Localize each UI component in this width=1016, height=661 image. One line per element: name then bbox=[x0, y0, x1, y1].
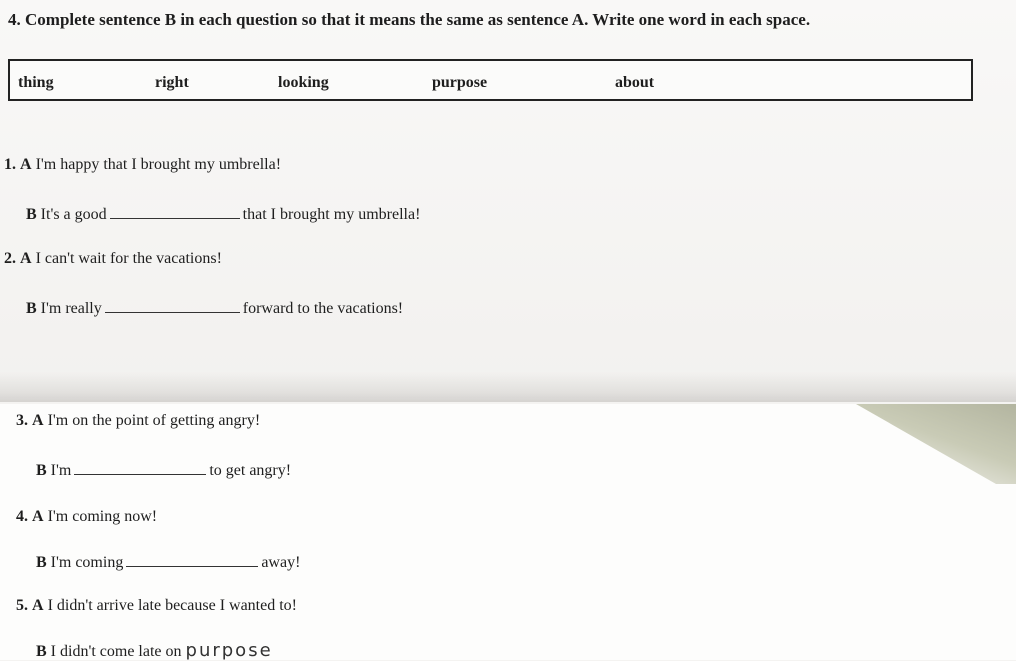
question-1-sentence-a: 1. A I'm happy that I brought my umbrella! bbox=[4, 156, 282, 173]
question-4-sentence-a: 4. A I'm coming now! bbox=[16, 508, 158, 525]
question-5-sentence-a: 5. A I didn't arrive late because I wanted to! bbox=[16, 597, 297, 614]
question-5-sentence-b: B I didn't come late on purpose bbox=[36, 640, 273, 661]
handwritten-answer: purpose bbox=[185, 640, 273, 661]
word-bank bbox=[8, 59, 973, 101]
question-3-sentence-a: 3. A I'm on the point of getting angry! bbox=[16, 412, 261, 429]
question-2-sentence-a: 2. A I can't wait for the vacations! bbox=[4, 250, 222, 267]
word-bank-item: purpose bbox=[432, 74, 488, 91]
question-1-sentence-b: B It's a good that I brought my umbrella! bbox=[26, 206, 421, 223]
word-bank-item: right bbox=[155, 74, 189, 91]
exercise-title: 4. Complete sentence B in each question so that it means the same as sentence A. Write one word in each space. bbox=[8, 10, 811, 29]
answer-blank[interactable] bbox=[105, 298, 240, 313]
word-bank-item: looking bbox=[278, 74, 329, 91]
word-bank-item: thing bbox=[18, 74, 54, 91]
worksheet-lower bbox=[0, 404, 1016, 660]
answer-blank[interactable] bbox=[74, 460, 206, 475]
page-fold-shadow bbox=[0, 372, 1016, 402]
question-3-sentence-b: B I'm to get angry! bbox=[36, 462, 292, 479]
answer-blank[interactable] bbox=[126, 552, 258, 567]
word-bank-item: about bbox=[615, 74, 655, 91]
answer-blank[interactable] bbox=[110, 204, 240, 219]
question-4-sentence-b: B I'm coming away! bbox=[36, 554, 301, 571]
question-2-sentence-b: B I'm really forward to the vacations! bbox=[26, 300, 404, 317]
